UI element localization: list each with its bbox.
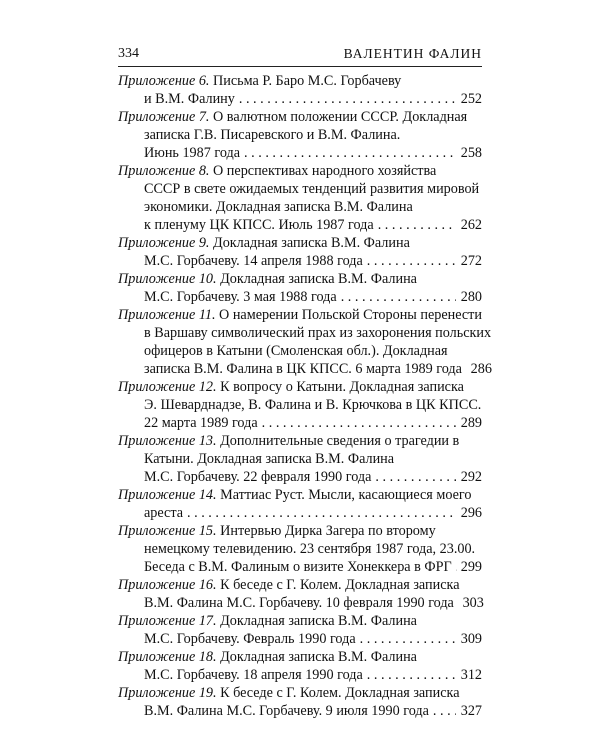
page-number: 334 <box>118 46 139 61</box>
toc-entry-page: 292 <box>460 469 482 485</box>
toc-entry-text: ареста <box>144 505 184 521</box>
toc-entry-line <box>118 414 482 432</box>
toc-entry-line <box>118 468 482 486</box>
toc-entry <box>118 576 482 612</box>
toc-entry-text: М.С. Горбачеву. 3 мая 1988 года <box>144 289 337 305</box>
toc-entry-line <box>118 702 482 720</box>
toc-entry-line <box>118 288 482 306</box>
toc-entry-text: к пленуму ЦК КПСС. Июль 1987 года <box>144 217 374 233</box>
toc-entry-label: Приложение 14. <box>118 487 217 503</box>
toc-entry-text: Интервью Дирка Загера по второму <box>220 523 436 539</box>
toc-entry-text: Дополнительные сведения о трагедии в <box>220 433 460 449</box>
toc-entry-text: М.С. Горбачеву. 22 февраля 1990 года <box>144 469 372 485</box>
toc-entry-text: офицеров в Катыни (Смоленская обл.). Докладная <box>144 343 448 359</box>
toc-entry-text: В.М. Фалина М.С. Горбачеву. 10 февраля 1990 года <box>144 595 454 611</box>
toc-entry-text: К беседе с Г. Колем. Докладная записка <box>220 577 460 593</box>
toc-entry-text: В.М. Фалина М.С. Горбачеву. 9 июля 1990 года <box>144 703 429 719</box>
toc-entry-text: записка Г.В. Писаревского и В.М. Фалина. <box>144 127 401 143</box>
toc-entry-page: 296 <box>460 505 482 521</box>
toc-entry-line <box>118 144 482 162</box>
toc-entry-page: 262 <box>460 217 482 233</box>
toc-entry-label: Приложение 10. <box>118 271 217 287</box>
dot-leader <box>239 90 456 108</box>
toc-entry-text: экономики. Докладная записка В.М. Фалина <box>144 199 413 215</box>
toc-entry <box>118 486 482 522</box>
toc-entry-text: Докладная записка В.М. Фалина <box>220 649 417 665</box>
toc-entry-text: СССР в свете ожидаемых тенденций развития мировой <box>144 181 480 197</box>
toc-entry-text: Беседа с В.М. Фалиным о визите Хонеккера в ФРГ <box>144 559 452 575</box>
toc-entry-text: К вопросу о Катыни. Докладная записка <box>220 379 464 395</box>
toc-entry-line <box>118 108 482 126</box>
toc-entry-line <box>118 72 482 90</box>
toc-entry-line <box>118 432 482 450</box>
toc-entry-line <box>118 216 482 234</box>
toc-entry-label: Приложение 15. <box>118 523 217 539</box>
toc-entry-text: Докладная записка В.М. Фалина <box>213 235 410 251</box>
toc-entry-page: 303 <box>462 595 484 611</box>
toc-entry-line <box>118 450 482 468</box>
toc-entry-label: Приложение 19. <box>118 685 217 701</box>
toc-entry-text: Катыни. Докладная записка В.М. Фалина <box>144 451 395 467</box>
toc-entry-line <box>118 342 482 360</box>
toc-entry-line <box>118 504 482 522</box>
toc-entry <box>118 648 482 684</box>
toc-entry <box>118 234 482 270</box>
toc-entry-text: Письма Р. Баро М.С. Горбачеву <box>213 73 402 89</box>
toc-entry-page: 280 <box>460 289 482 305</box>
toc-entry-page: 327 <box>460 703 482 719</box>
toc-entry-text: записка В.М. Фалина в ЦК КПСС. 6 марта 1989 года <box>144 361 462 377</box>
toc-entry-text: М.С. Горбачеву. 14 апреля 1988 года <box>144 253 363 269</box>
toc-entry-text: и В.М. Фалину <box>144 91 235 107</box>
toc-entry-text: О валютном положении СССР. Докладная <box>213 109 468 125</box>
toc-entry-line <box>118 234 482 252</box>
dot-leader <box>367 666 456 684</box>
toc-entry-line <box>118 558 482 576</box>
dot-leader <box>360 630 456 648</box>
dot-leader <box>378 216 456 234</box>
dot-leader <box>375 468 456 486</box>
toc-entry-text: М.С. Горбачеву. Февраль 1990 года <box>144 631 356 647</box>
toc-entry-label: Приложение 12. <box>118 379 217 395</box>
toc-entry-text: К беседе с Г. Колем. Докладная записка <box>220 685 460 701</box>
toc-entry-line <box>118 612 482 630</box>
dot-leader <box>187 504 456 522</box>
toc-entry-line <box>118 666 482 684</box>
toc-entry-page: 309 <box>460 631 482 647</box>
toc-entry-page: 299 <box>460 559 482 575</box>
toc-entry-text: Докладная записка В.М. Фалина <box>220 613 417 629</box>
toc-entry-line <box>118 180 482 198</box>
toc-entry-text: в Варшаву символический прах из захоронения польских <box>144 325 492 341</box>
toc-entry-label: Приложение 18. <box>118 649 217 665</box>
toc-entry-line <box>118 270 482 288</box>
toc-entry-line <box>118 252 482 270</box>
toc-entry-text: О намерении Польской Стороны перенести <box>219 307 482 323</box>
toc-entry-line <box>118 126 482 144</box>
toc-entry-label: Приложение 16. <box>118 577 217 593</box>
toc-entry <box>118 72 482 108</box>
toc-entry-line <box>118 576 482 594</box>
toc-entry-text: О перспективах народного хозяйства <box>213 163 437 179</box>
toc-entry-text: 22 марта 1989 года <box>144 415 258 431</box>
dot-leader <box>244 144 456 162</box>
toc-entry-text: Докладная записка В.М. Фалина <box>220 271 417 287</box>
toc-entry-label: Приложение 7. <box>118 109 210 125</box>
toc-entry <box>118 162 482 234</box>
toc-entry-line <box>118 324 492 342</box>
dot-leader <box>341 288 456 306</box>
dot-leader <box>262 414 456 432</box>
toc-entry-line <box>118 90 482 108</box>
toc-entry-page: 289 <box>460 415 482 431</box>
toc-entry-line <box>118 360 492 378</box>
toc-entry <box>118 432 482 486</box>
dot-leader <box>433 702 456 720</box>
toc-entry-line <box>118 648 482 666</box>
toc-entry-line <box>118 198 482 216</box>
running-author: ВАЛЕНТИН ФАЛИН <box>343 46 482 61</box>
toc-entry-line <box>118 630 482 648</box>
dot-leader <box>367 252 456 270</box>
toc-entry <box>118 684 482 720</box>
toc-entry-page: 286 <box>470 361 492 377</box>
toc-entry-label: Приложение 13. <box>118 433 217 449</box>
toc-entry-line <box>118 306 482 324</box>
toc-entry-label: Приложение 11. <box>118 307 216 323</box>
toc-entry-label: Приложение 17. <box>118 613 217 629</box>
toc-entry-label: Приложение 8. <box>118 163 210 179</box>
toc-entry <box>118 378 482 432</box>
toc-entry-label: Приложение 9. <box>118 235 210 251</box>
toc-entry-line <box>118 684 482 702</box>
toc-entry-line <box>118 162 482 180</box>
toc-entry-line <box>118 378 482 396</box>
toc-entry <box>118 306 492 378</box>
toc-entry-text: немецкому телевидению. 23 сентября 1987 года, 23.00. <box>144 541 476 557</box>
running-header <box>118 40 482 67</box>
toc-entry-text: Э. Шеварднадзе, В. Фалина и В. Крючкова в ЦК КПСС. <box>144 397 482 413</box>
toc-entry-label: Приложение 6. <box>118 73 210 89</box>
toc-entry-page: 258 <box>460 145 482 161</box>
toc-entry <box>118 108 482 162</box>
toc-entry-line <box>118 540 482 558</box>
toc-entry-line <box>118 522 482 540</box>
toc-entry <box>118 612 482 648</box>
toc-entry-page: 312 <box>460 667 482 683</box>
toc-entry-text: Июнь 1987 года <box>144 145 241 161</box>
toc-entry-text: Маттиас Руст. Мысли, касающиеся моего <box>220 487 472 503</box>
toc-entry <box>118 522 482 576</box>
table-of-contents <box>118 72 492 720</box>
toc-entry-page: 272 <box>460 253 482 269</box>
toc-entry <box>118 270 482 306</box>
toc-entry-line <box>118 396 482 414</box>
toc-entry-text: М.С. Горбачеву. 18 апреля 1990 года <box>144 667 363 683</box>
toc-entry-page: 252 <box>460 91 482 107</box>
toc-entry-line <box>118 486 482 504</box>
toc-entry-line <box>118 594 482 612</box>
